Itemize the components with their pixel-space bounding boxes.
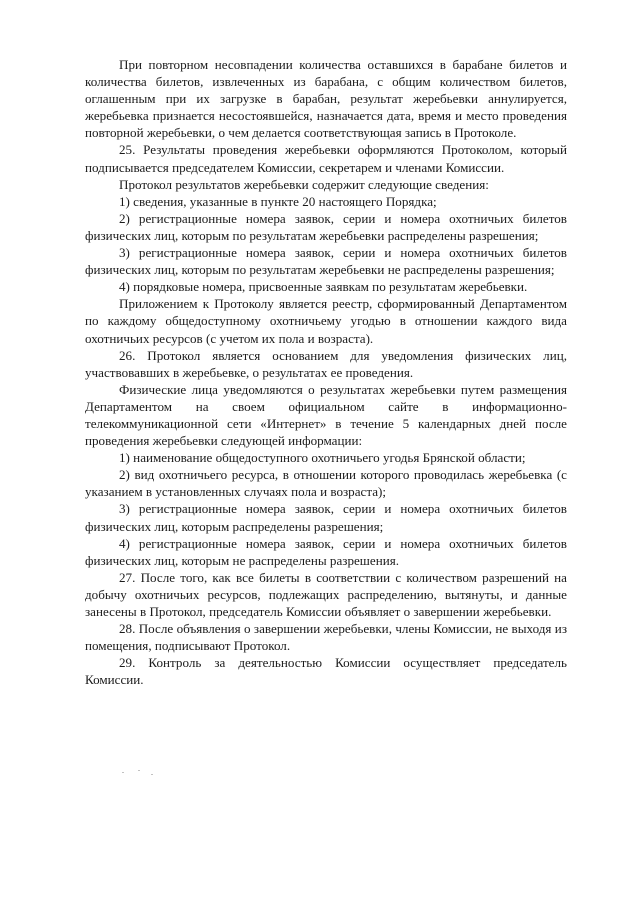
paragraph-item-25: 25. Результаты проведения жеребьевки оформляются Протоколом, который подписывается председателем Комиссии, секретарем и членами Комиссии. [85, 142, 567, 175]
document-body [85, 56, 567, 688]
paragraph-notification-item-3: 3) регистрационные номера заявок, серии и номера охотничьих билетов физических лиц, которым распределены разрешения; [85, 501, 567, 534]
scan-speck [138, 770, 140, 771]
paragraph-protocol-appendix: Приложением к Протоколу является реестр, сформированный Департаментом по каждому общедоступному охотничьему угодью в отношении каждого вида охотничьих ресурсов (с учетом их пола и возраста). [85, 296, 567, 346]
scan-speck [122, 772, 124, 773]
scan-speck [151, 774, 153, 775]
paragraph-protocol-item-1: 1) сведения, указанные в пункте 20 настоящего Порядка; [119, 193, 437, 209]
paragraph-protocol-item-2: 2) регистрационные номера заявок, серии и номера охотничьих билетов физических лиц, которым по результатам жеребьевки распределены разрешения; [85, 210, 567, 243]
paragraph-item-27: 27. После того, как все билеты в соответствии с количеством разрешений на добычу охотничьих ресурсов, подлежащих распределению, вытянуты, и данные занесены в Протокол, председатель Комиссии объявляет о завершении жеребьевки. [85, 569, 567, 619]
paragraph-item-26: 26. Протокол является основанием для уведомления физических лиц, участвовавших в жеребьевке, о результатах ее проведения. [85, 347, 567, 380]
paragraph-protocol-item-4: 4) порядковые номера, присвоенные заявкам по результатам жеребьевки. [119, 279, 528, 295]
paragraph-repeat-draw-mismatch: При повторном несовпадении количества оставшихся в барабане билетов и количества билетов, извлеченных из барабана, с общим количеством билетов, оглашенным при их загрузке в барабан, результат жеребьевки аннулируется, жеребьевка признается несостоявшейся, назначается дата, время и место проведения повторной жеребьевки, о чем делается соответствующая запись в Протоколе. [85, 57, 567, 141]
paragraph-protocol-contents: Протокол результатов жеребьевки содержит следующие сведения: [119, 176, 489, 192]
paragraph-notification-item-1: 1) наименование общедоступного охотничьего угодья Брянской области; [119, 450, 526, 466]
scan-specks [120, 768, 160, 778]
paragraph-item-29: 29. Контроль за деятельностью Комиссии осуществляет председатель Комиссии. [85, 655, 567, 688]
paragraph-notification-item-2: 2) вид охотничьего ресурса, в отношении которого проводилась жеребьевка (с указанием в установленных случаях пола и возраста); [85, 467, 567, 500]
paragraph-notification-item-4: 4) регистрационные номера заявок, серии и номера охотничьих билетов физических лиц, которым не распределены разрешения. [85, 535, 567, 568]
paragraph-item-28: 28. После объявления о завершении жеребьевки, члены Комиссии, не выходя из помещения, подписывают Протокол. [85, 621, 567, 654]
paragraph-notification: Физические лица уведомляются о результатах жеребьевки путем размещения Департаментом на своем официальном сайте в информационно-телекоммуникационной сети «Интернет» в течение 5 календарных дней после проведения жеребьевки следующей информации: [85, 381, 567, 449]
paragraph-protocol-item-3: 3) регистрационные номера заявок, серии и номера охотничьих билетов физических лиц, которым по результатам жеребьевки не распределены разрешения; [85, 245, 567, 278]
